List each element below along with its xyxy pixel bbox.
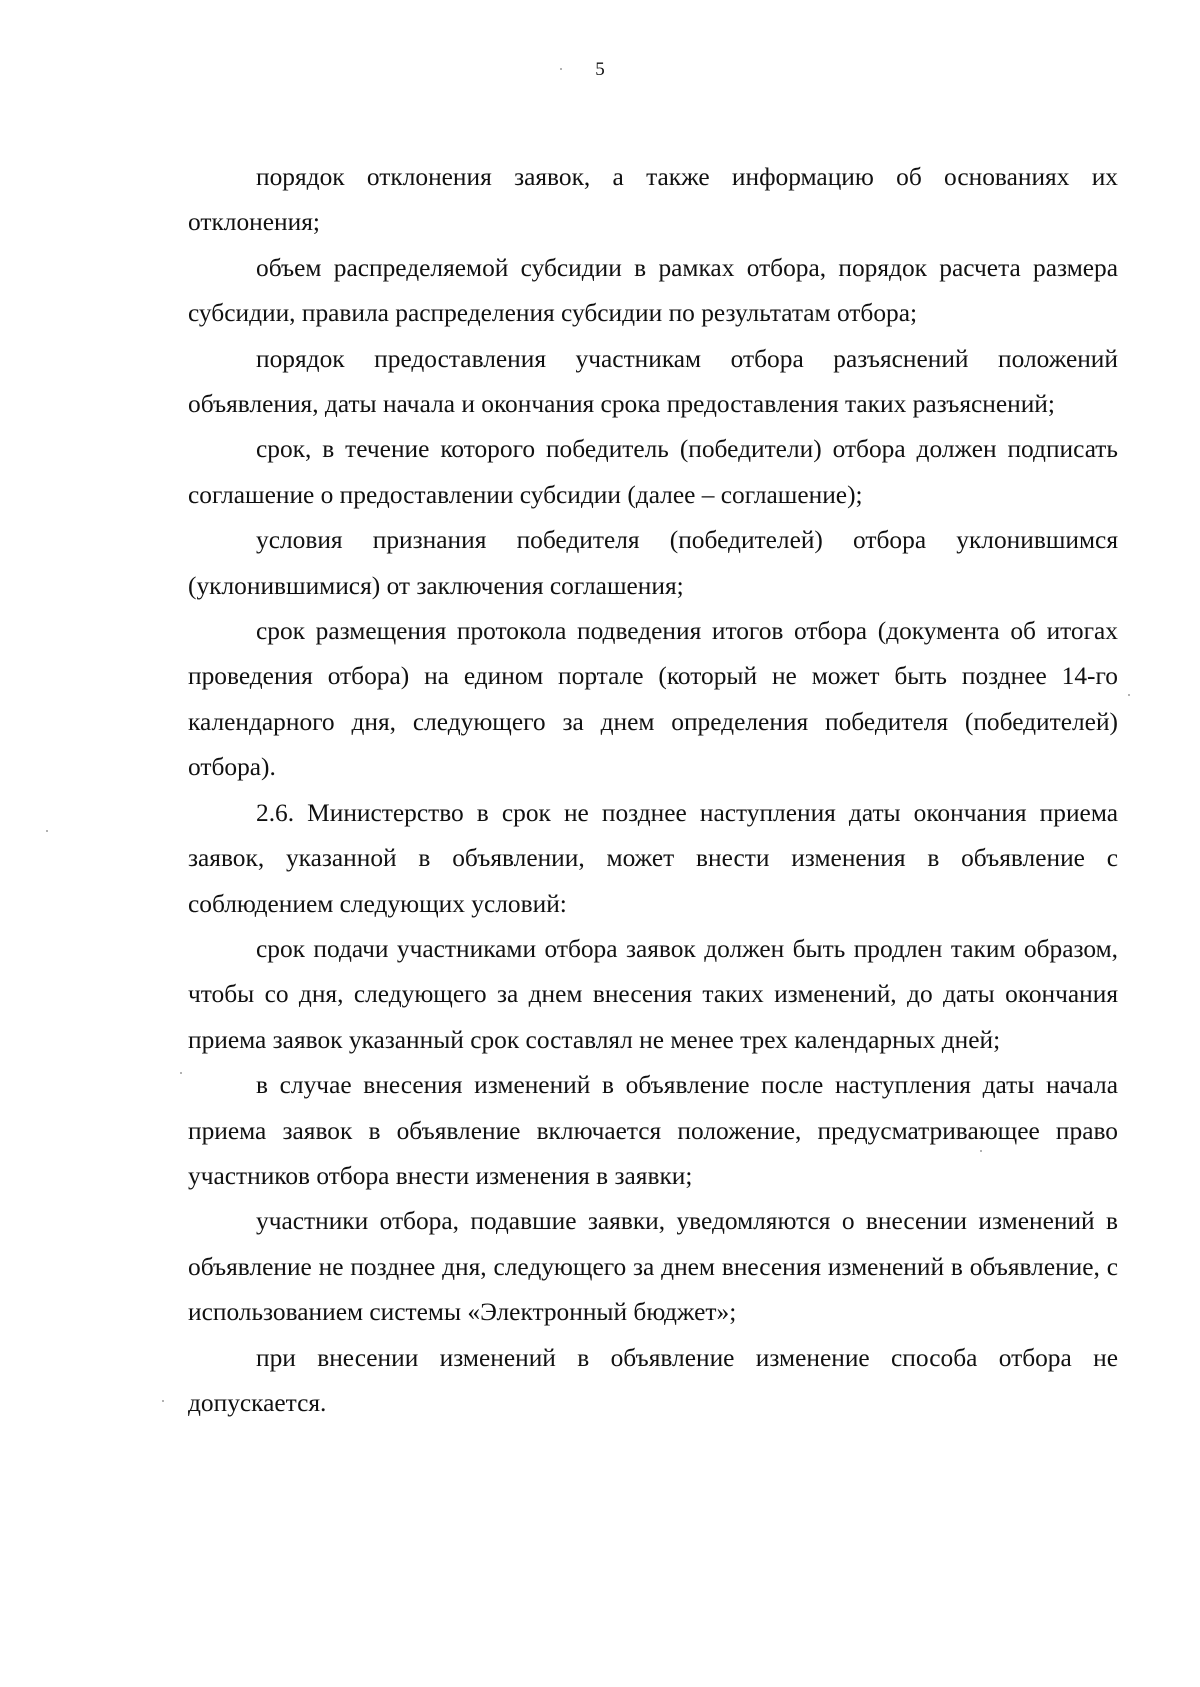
paragraph: в случае внесения изменений в объявление после наступления даты начала приема заявок в объявление включается положение, предусматривающее право участников отбора внести изменения в заявки; [188, 1071, 1118, 1190]
paragraph: участники отбора, подавшие заявки, уведомляются о внесении изменений в объявление не позднее дня, следующего за днем внесения изменений в объявление, с использованием системы «Электронный бюджет»; [188, 1207, 1118, 1327]
page-number: 5 [595, 59, 605, 80]
scan-speck [162, 1400, 164, 1402]
scan-speck [980, 1150, 982, 1152]
scan-speck [560, 68, 562, 70]
paragraph: порядок предоставления участникам отбора разъяснений положений объявления, даты начала и окончания срока предоставления таких разъяснений; [188, 344, 1118, 419]
paragraph: при внесении изменений в объявление изменение способа отбора не допускается. [188, 1343, 1118, 1417]
paragraph: срок, в течение которого победитель (победители) отбора должен подписать соглашение о предоставлении субсидии (далее – соглашение); [188, 435, 1118, 509]
scan-speck [46, 830, 48, 832]
document-body [188, 155, 1118, 1426]
paragraph: порядок отклонения заявок, а также информацию об основаниях их отклонения; [188, 163, 1118, 237]
scan-speck [1128, 694, 1130, 696]
scan-speck [180, 1072, 182, 1074]
paragraph: объем распределяемой субсидии в рамках отбора, порядок расчета размера субсидии, правила распределения субсидии по результатам отбора; [188, 253, 1118, 328]
paragraph: срок подачи участниками отбора заявок должен быть продлен таким образом, чтобы со дня, следующего за днем внесения таких изменений, до даты окончания приема заявок указанный срок составлял не менее трех календарных дней; [188, 934, 1118, 1054]
paragraph: 2.6. Министерство в срок не позднее наступления даты окончания приема заявок, указанной в объявлении, может внести изменения в объявление с соблюдением следующих условий: [188, 798, 1118, 918]
paragraph: условия признания победителя (победителей) отбора уклонившимся (уклонившимися) от заключения соглашения; [188, 526, 1118, 600]
paragraph: срок размещения протокола подведения итогов отбора (документа об итогах проведения отбора) на едином портале (который не может быть позднее 14-го календарного дня, следующего за днем определения победителя (победителей) отбора). [188, 617, 1118, 782]
